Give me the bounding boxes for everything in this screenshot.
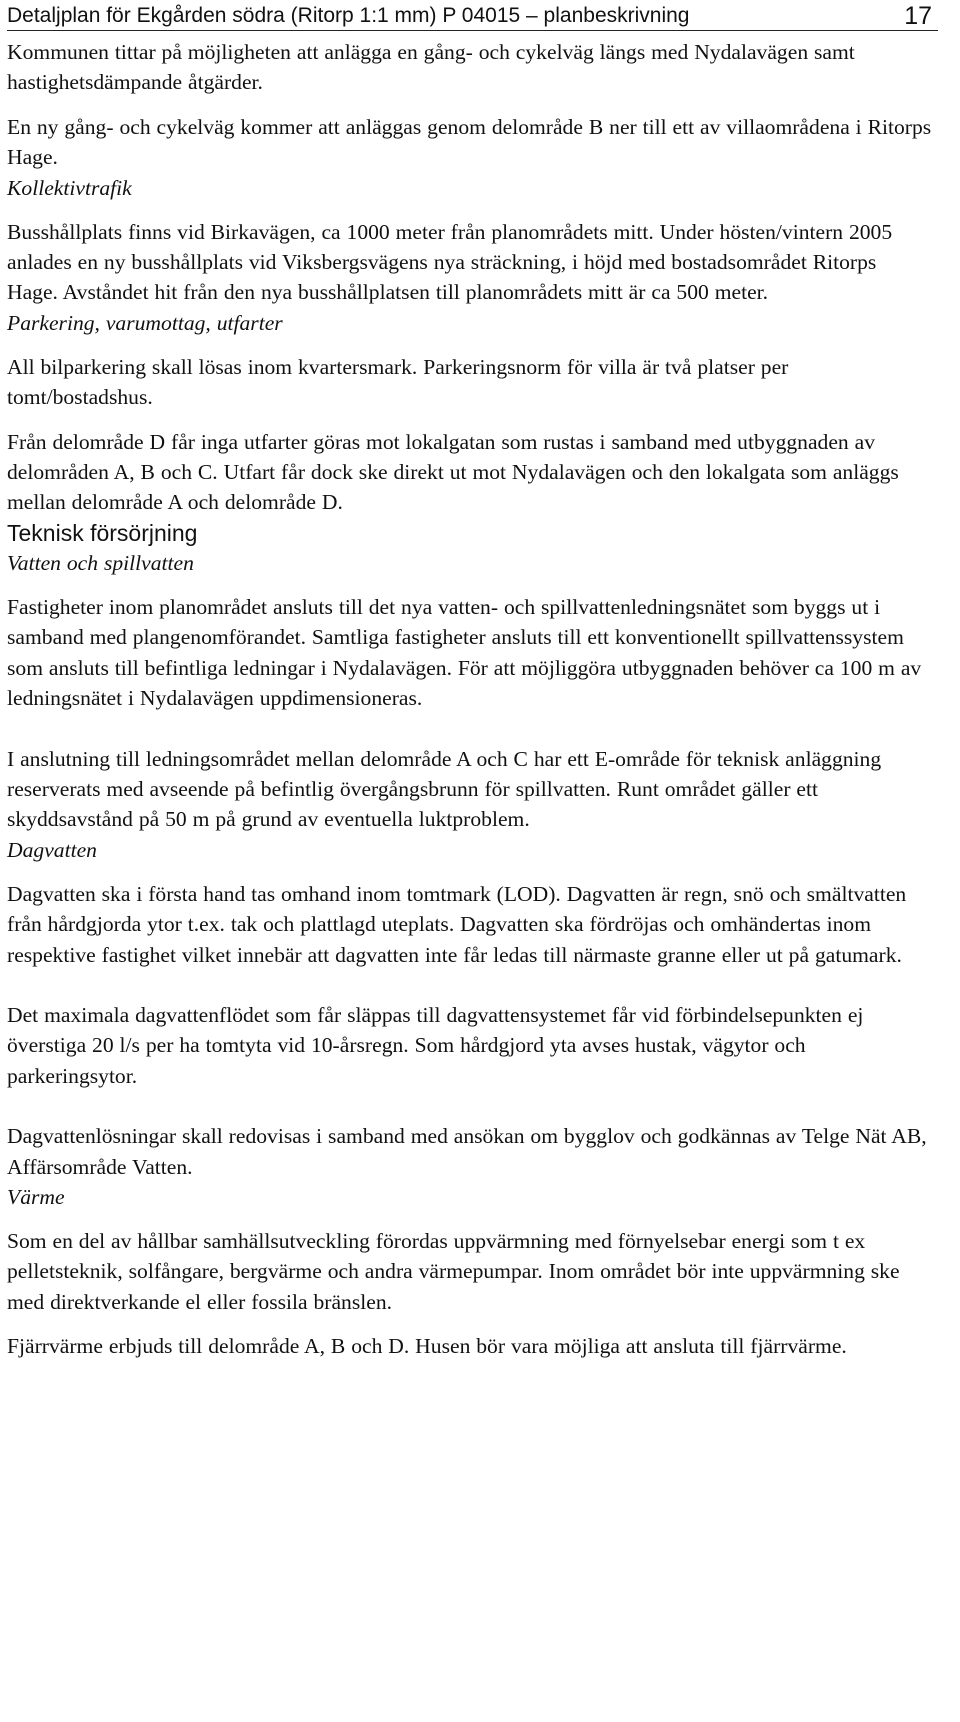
document-body xyxy=(7,31,932,1362)
subheading-dagvatten: Dagvatten xyxy=(7,837,97,862)
page-number: 17 xyxy=(904,2,932,30)
paragraph-busshallplats: Busshållplats finns vid Birkavägen, ca 1000 meter från planområdets mitt. Under hösten/vintern 2005 anlades en ny busshållplats vid Viksbergsvägens nya sträckning, i höjd med bostadsområdet Ritorps Hage. Avståndet hit från den nya busshållplatsen till planområdets mitt är ca 500 meter. xyxy=(7,219,893,305)
subheading-kollektivtrafik: Kollektivtrafik xyxy=(7,175,132,200)
paragraph-dagvattenlosningar: Dagvattenlösningar skall redovisas i samband med ansökan om bygglov och godkännas av Telge Nät AB, Affärsområde Vatten. xyxy=(7,1124,927,1179)
subheading-parkering: Parkering, varumottag, utfarter xyxy=(7,310,283,335)
paragraph-dagvatten-lod: Dagvatten ska i första hand tas omhand inom tomtmark (LOD). Dagvatten är regn, snö och smältvatten från hårdgjorda ytor t.ex. tak och plattlagd uteplats. Dagvatten ska fördröjas och omhändertas inom respektive fastighet vilket innebär att dagvatten inte får ledas till närmaste granne eller ut på gatumark. xyxy=(7,881,907,967)
running-header xyxy=(7,0,938,31)
paragraph-dagvattenflode: Det maximala dagvattenflödet som får släppas till dagvattensystemet får vid förbindelsepunkten ej överstiga 20 l/s per ha tomtyta vid 10-årsregn. Som hårdgjord yta avses hustak, vägytor och parkeringsytor. xyxy=(7,1002,864,1088)
paragraph-e-omrade: I anslutning till ledningsområdet mellan delområde A och C har ett E-område för teknisk anläggning reserverats med avseende på befintlig övergångsbrunn för spillvatten. Runt området gäller ett skyddsavstånd på 50 m på grund av eventuella luktproblem. xyxy=(7,746,882,832)
document-title: Detaljplan för Ekgården södra (Ritorp 1:1 mm) P 04015 – planbeskrivning xyxy=(7,4,690,27)
paragraph-utfarter: Från delområde D får inga utfarter göras mot lokalgatan som rustas i samband med utbyggnaden av delområden A, B och C. Utfart får dock ske direkt ut mot Nydalavägen och den lokalgata som anläggs mellan delområde A och delområde D. xyxy=(7,429,899,515)
paragraph-ny-gang-cykelvag: En ny gång- och cykelväg kommer att anläggas genom delområde B ner till ett av villaområdena i Ritorps Hage. xyxy=(7,114,932,170)
paragraph-fjarrvarme: Fjärrvärme erbjuds till delområde A, B och D. Husen bör vara möjliga att ansluta till fjärrvärme. xyxy=(7,1334,847,1359)
paragraph-ledningsnat: Fastigheter inom planområdet ansluts till det nya vatten- och spillvattenledningsnätet som byggs ut i samband med plangenomförandet. Samtliga fastigheter ansluts till ett konventionellt spillvattenssystem som ansluts till befintliga ledningar i Nydalavägen. För att möjliggöra utbyggnaden behöver ca 100 m av ledningsnätet i Nydalavägen uppdimensioneras. xyxy=(7,594,922,711)
subheading-varme: Värme xyxy=(7,1184,65,1209)
paragraph-bilparkering: All bilparkering skall lösas inom kvartersmark. Parkeringsnorm för villa är två platser per tomt/bostadshus. xyxy=(7,354,789,410)
subheading-vatten-spillvatten: Vatten och spillvatten xyxy=(7,550,194,575)
paragraph-uppvarmning: Som en del av hållbar samhällsutveckling förordas uppvärmning med förnyelsebar energi som t ex pelletsteknik, solfångare, bergvärme och andra värmepumpar. Inom området bör inte uppvärmning ske med direktverkande el eller fossila bränslen. xyxy=(7,1228,900,1314)
paragraph-gang-cykelvag-nydalavagen: Kommunen tittar på möjligheten att anlägga en gång- och cykelväg längs med Nydalavägen samt hastighetsdämpande åtgärder. xyxy=(7,40,855,95)
section-heading-teknisk-forsorjning: Teknisk försörjning xyxy=(7,519,198,546)
